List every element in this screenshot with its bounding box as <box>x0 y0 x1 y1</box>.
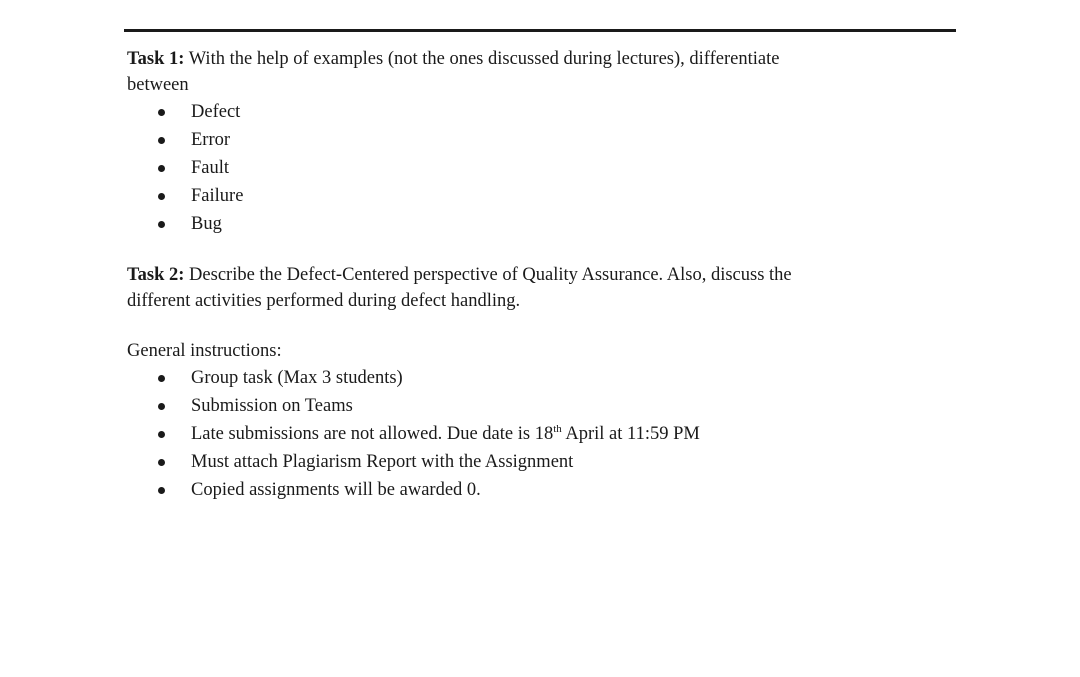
bullet-icon <box>158 221 165 228</box>
instruction-text: Late submissions are not allowed. Due date is 18 <box>191 424 554 444</box>
document-content <box>127 46 927 504</box>
top-horizontal-rule <box>124 29 956 32</box>
instruction-text-tail: April at 11:59 PM <box>561 424 700 444</box>
term-label: Bug <box>191 214 222 234</box>
task-2-paragraph <box>127 262 927 314</box>
bullet-icon <box>158 487 165 494</box>
task-1-text-line2: between <box>127 75 189 95</box>
list-item <box>127 420 927 448</box>
list-item <box>127 126 927 154</box>
spacer <box>127 238 927 262</box>
spacer <box>127 314 927 338</box>
general-instructions-heading: General instructions: <box>127 341 282 361</box>
instruction-text: Copied assignments will be awarded 0. <box>191 480 481 500</box>
task-1-text: With the help of examples (not the ones discussed during lectures), differentiate <box>184 49 780 69</box>
list-item <box>127 392 927 420</box>
task-1-term-list <box>127 98 927 238</box>
task-2-text-line2: different activities performed during defect handling. <box>127 291 521 311</box>
term-label: Error <box>191 130 231 150</box>
bullet-icon <box>158 375 165 382</box>
instruction-text: Submission on Teams <box>191 396 353 416</box>
list-item <box>127 448 927 476</box>
bullet-icon <box>158 165 165 172</box>
instruction-text: Must attach Plagiarism Report with the Assignment <box>191 452 574 472</box>
bullet-icon <box>158 459 165 466</box>
bullet-icon <box>158 431 165 438</box>
list-item <box>127 98 927 126</box>
bullet-icon <box>158 109 165 116</box>
instruction-text: Group task (Max 3 students) <box>191 368 403 388</box>
task-1-paragraph <box>127 46 927 98</box>
task-2-text: Describe the Defect-Centered perspective of Quality Assurance. Also, discuss the <box>184 265 792 285</box>
list-item <box>127 182 927 210</box>
list-item <box>127 210 927 238</box>
term-label: Fault <box>191 158 230 178</box>
task-1-label: Task 1: <box>127 49 185 69</box>
task-2-label: Task 2: <box>127 265 185 285</box>
term-label: Defect <box>191 102 241 122</box>
bullet-icon <box>158 193 165 200</box>
bullet-icon <box>158 137 165 144</box>
list-item <box>127 364 927 392</box>
general-instructions-list <box>127 364 927 504</box>
bullet-icon <box>158 403 165 410</box>
term-label: Failure <box>191 186 244 206</box>
ordinal-superscript: th <box>553 422 562 435</box>
list-item <box>127 154 927 182</box>
list-item <box>127 476 927 504</box>
